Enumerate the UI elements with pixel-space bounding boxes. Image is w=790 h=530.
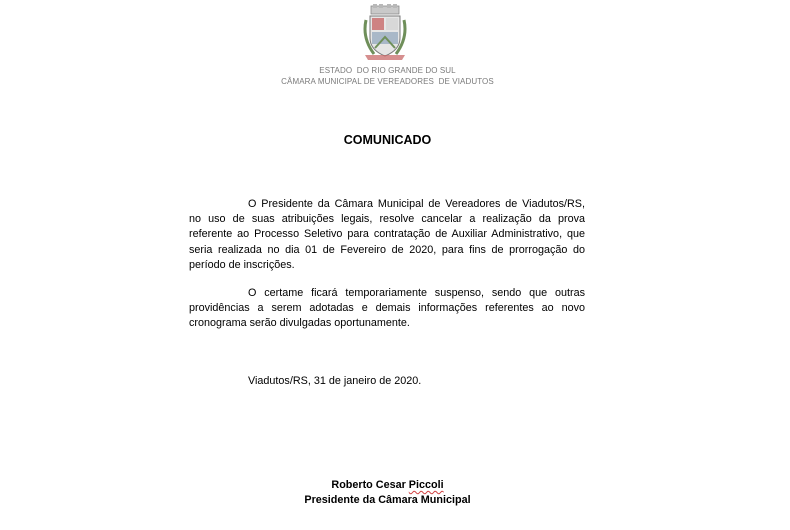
signatory-name [0, 479, 775, 491]
chamber-name: CÂMARA MUNICIPAL DE VEREADORES DE VIADUTOS [281, 77, 494, 86]
paragraph-suspension: O certame ficará temporariamente suspenso, sendo que outras providências a serem adotadas e demais informações referentes ao novo cronograma serão divulgadas oportunamente. [189, 287, 585, 330]
date-line: Viadutos/RS, 31 de janeiro de 2020. [248, 375, 422, 387]
document-title: COMUNICADO [343, 133, 432, 147]
signatory-first-names: Roberto Cesar [331, 479, 409, 491]
paragraph-announcement: O Presidente da Câmara Municipal de Vereadores de Viadutos/RS, no uso de suas atribuições legais, resolve cancelar a realização da prova referente ao Processo Seletivo para contratação de Auxiliar Administrativo, que seria realizada no dia 01 de Fevereiro de 2020, para fins de prorrogação do período de inscrições. [189, 198, 585, 271]
signatory-surname: Piccoli [408, 479, 444, 491]
signatory-role: Presidente da Câmara Municipal [304, 494, 471, 506]
state-name: ESTADO DO RIO GRANDE DO SUL [319, 66, 456, 75]
coat-of-arms-icon [362, 4, 408, 62]
